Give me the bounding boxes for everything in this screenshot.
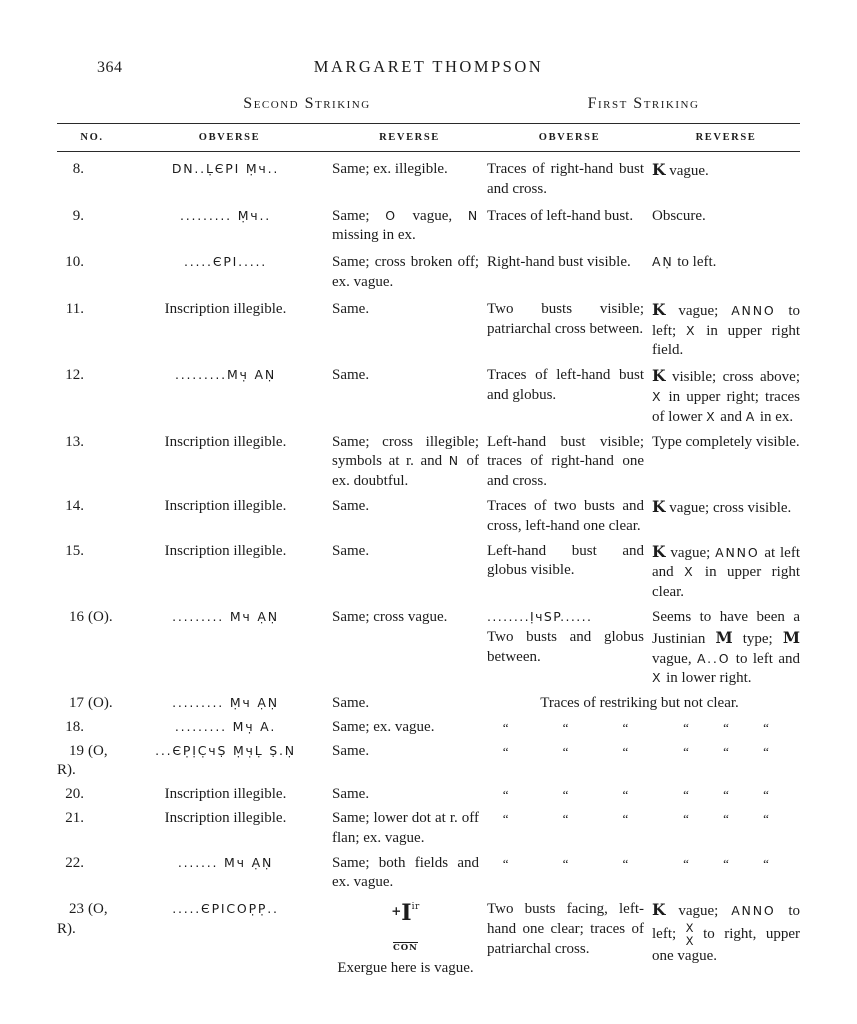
monogram: K — [652, 900, 666, 920]
text-segment: in lower right. — [662, 670, 752, 687]
cell-first-reverse — [652, 251, 800, 298]
page-title: MARGARET THOMPSON — [313, 57, 544, 76]
cell-first-obverse — [487, 716, 652, 740]
stacked-letter: X — [685, 933, 694, 948]
cell-number — [57, 298, 127, 364]
cell-second-obverse: Inscription illegible. — [164, 786, 287, 803]
cell-number — [57, 431, 127, 495]
cell-second-reverse: Same. — [332, 542, 370, 559]
text-segment: to left; — [652, 302, 801, 339]
row-number: 12. — [65, 367, 84, 384]
exergue-mintmark: CON — [393, 943, 418, 954]
ditto-mark: “ — [683, 787, 689, 803]
text-segment: in upper right clear. — [652, 564, 800, 601]
cell-second-reverse: Same; ex. illegible. — [332, 160, 448, 177]
text-segment: missing in ex. — [332, 227, 416, 244]
cell-second-obverse: Inscription illegible. — [164, 497, 287, 514]
cell-first-reverse — [652, 852, 800, 899]
ditto-mark: “ — [562, 811, 569, 827]
ditto-mark: “ — [723, 787, 729, 803]
cell-first-reverse — [652, 783, 800, 807]
cell-number — [57, 852, 127, 899]
row-number: 8. — [72, 160, 84, 177]
cell-first-obverse: Two busts facing, left-hand one clear; traces of patriarchal cross. — [487, 901, 644, 957]
column-header-reverse-second: REVERSE — [379, 132, 440, 144]
coin-inscription: .....ЄPI..... — [183, 254, 268, 270]
text-segment: to left; — [652, 903, 801, 943]
coin-inscription: N — [448, 453, 460, 469]
cell-second-obverse: Inscription illegible. — [164, 542, 287, 559]
cell-second-reverse: Same. — [332, 786, 370, 803]
ditto-mark: “ — [723, 743, 729, 759]
cell-number — [57, 692, 127, 716]
text-segment: Same; cross illegible; symbols at r. and — [332, 433, 479, 470]
table-row — [57, 431, 800, 495]
text-segment: Seems to have been a Justinian — [652, 608, 800, 647]
ditto-mark: “ — [562, 787, 569, 803]
table-row — [57, 540, 800, 606]
monogram: M — [715, 627, 733, 647]
ditto-marks — [503, 809, 629, 826]
table-row — [57, 898, 800, 979]
ditto-mark: “ — [622, 787, 629, 803]
exergue-letter: I — [401, 900, 412, 927]
coin-inscription: X — [684, 564, 695, 580]
cell-second-reverse: Same; both fields and ex. vague. — [332, 854, 479, 891]
coin-inscription: AṆ — [652, 254, 674, 270]
cell-second-obverse — [127, 151, 332, 204]
cell-first-obverse: Two busts visible; patriarchal cross between. — [487, 300, 644, 337]
row-number: 21. — [65, 810, 84, 827]
cell-second-obverse — [127, 740, 332, 784]
cell-second-reverse: Same. — [332, 742, 370, 759]
table-row — [57, 783, 800, 807]
coin-inscription: O — [385, 207, 397, 223]
ditto-marks — [683, 854, 769, 871]
ditto-mark: “ — [723, 719, 729, 735]
table-group-headers — [57, 93, 800, 114]
cell-first-reverse — [652, 495, 800, 540]
cell-second-obverse — [127, 852, 332, 899]
cell-first-obverse — [487, 783, 652, 807]
ditto-mark: “ — [622, 855, 629, 871]
cell-second-obverse: Inscription illegible. — [164, 300, 287, 317]
monogram: K — [652, 159, 666, 179]
coin-inscription: ANNO — [715, 544, 760, 560]
ditto-marks — [683, 742, 769, 759]
ditto-mark: “ — [622, 743, 629, 759]
cell-second-reverse: Same. — [332, 367, 370, 384]
ditto-mark: “ — [683, 743, 689, 759]
exergue-caption: Exergue here is vague. — [337, 960, 474, 977]
table-header — [57, 124, 800, 152]
page-number: 364 — [97, 59, 123, 76]
row-number: 23 — [69, 901, 84, 918]
table-row — [57, 298, 800, 364]
ditto-mark: “ — [502, 743, 509, 759]
ditto-mark: “ — [763, 787, 769, 803]
text-segment: vague; — [665, 903, 732, 920]
cell-second-reverse: Same; lower dot at r. off flan; ex. vague. — [332, 810, 479, 846]
cell-second-reverse: Same. — [332, 300, 370, 317]
column-header-obverse-second: OBVERSE — [198, 132, 261, 144]
coin-inscription: X — [706, 408, 717, 424]
ditto-mark: “ — [562, 719, 569, 735]
ditto-mark: “ — [763, 719, 769, 735]
row-number: 14. — [65, 497, 84, 514]
ditto-mark: “ — [683, 719, 689, 735]
cell-second-obverse — [127, 251, 332, 298]
ditto-mark: “ — [502, 719, 509, 735]
text-segment: to right, upper one vague. — [652, 926, 800, 965]
table-row — [57, 251, 800, 298]
row-number: 9. — [72, 207, 84, 224]
coin-inscription: X — [685, 322, 697, 338]
row-number-suffix: (O, R). — [57, 742, 108, 779]
coin-inscription: ........ỊчSP...... — [487, 608, 593, 624]
monogram: K — [652, 496, 666, 516]
cell-first-reverse — [652, 364, 800, 430]
row-number: 20. — [65, 786, 84, 803]
cell-first-obverse — [487, 740, 652, 784]
text-segment: vague, — [396, 207, 468, 224]
coin-inscription: X — [652, 670, 663, 686]
text-segment: to left and — [730, 650, 800, 667]
coin-inscription: .........Mч̣ AṆ — [174, 367, 276, 383]
cell-second-obverse — [127, 606, 332, 692]
exergue-symbol — [332, 900, 479, 954]
cell-number — [57, 740, 127, 784]
cell-first-obverse: Traces of left-hand bust and globus. — [487, 367, 644, 403]
ditto-mark: “ — [562, 855, 569, 871]
cell-number — [57, 151, 127, 204]
cell-second-obverse — [127, 205, 332, 252]
text-segment: vague, — [652, 650, 698, 667]
cell-first-obverse — [487, 852, 652, 899]
cell-second-reverse: Same; ex. vague. — [332, 718, 435, 735]
ditto-marks — [503, 854, 629, 871]
cell-second-obverse — [127, 716, 332, 740]
text-segment: type; — [732, 630, 783, 647]
cell-first-obverse: Traces of two busts and cross, left-hand one clear. — [487, 497, 644, 534]
coin-inscription: ......... Ṃч.. — [179, 207, 272, 223]
ditto-mark: “ — [683, 855, 689, 871]
page-header — [57, 56, 800, 80]
row-number: 19 — [69, 742, 84, 759]
cell-first-obverse: Left-hand bust visible; traces of right-hand one and cross. — [487, 433, 644, 490]
column-header-obverse-first: OBVERSE — [538, 132, 601, 144]
table-row — [57, 495, 800, 540]
cell-first-obverse: Left-hand bust and globus visible. — [487, 542, 644, 579]
cell-number — [57, 495, 127, 540]
table-row — [57, 205, 800, 252]
ditto-mark: “ — [622, 719, 629, 735]
cell-first-reverse — [652, 807, 800, 852]
ditto-marks — [503, 785, 629, 802]
ditto-mark: “ — [763, 811, 769, 827]
cell-second-reverse — [332, 431, 487, 495]
coin-inscription: ...ЄP̣ỊC̣чṢ Ṃч̣Ḷ Ṣ.Ṇ — [155, 742, 296, 758]
ditto-mark: “ — [502, 787, 509, 803]
ditto-marks — [683, 809, 769, 826]
text-segment: vague; — [665, 544, 716, 561]
cell-number — [57, 716, 127, 740]
monogram: K — [652, 541, 666, 561]
text-segment: in ex. — [756, 408, 794, 425]
column-header-reverse-first: REVERSE — [695, 132, 757, 144]
row-number: 16 — [69, 608, 84, 625]
text-segment: in upper right; traces of lower — [652, 388, 800, 425]
text-segment: Same; — [332, 207, 386, 224]
coin-inscription: ANNO — [731, 302, 776, 318]
text-segment: vague; cross visible. — [665, 499, 792, 516]
text-segment: vague. — [665, 162, 709, 179]
cell-number — [57, 251, 127, 298]
ditto-marks — [683, 718, 769, 735]
ditto-marks — [503, 718, 629, 735]
cross-icon: + — [391, 904, 402, 919]
table-row — [57, 807, 800, 852]
ditto-marks — [683, 785, 769, 802]
cell-number — [57, 606, 127, 692]
text-segment: to left. — [673, 254, 717, 271]
text-segment: Two busts and globus between. — [487, 628, 644, 665]
cell-number — [57, 807, 127, 852]
table-row — [57, 606, 800, 692]
ditto-mark: “ — [723, 811, 729, 827]
cell-number — [57, 898, 127, 979]
cell-second-reverse: Same. — [332, 695, 370, 712]
group-header-first-striking: First Striking — [587, 95, 700, 112]
cell-first-obverse — [487, 807, 652, 852]
coin-inscription: ......... Ṃч ẠṆ — [172, 695, 279, 711]
text-segment: vague; — [665, 302, 732, 319]
group-header-spacer — [57, 93, 127, 114]
row-number-suffix: (O, R). — [57, 901, 108, 938]
cell-second-reverse: Same; cross vague. — [332, 608, 448, 625]
cell-first-obverse: Traces of left-hand bust. — [487, 207, 634, 224]
cell-first-reverse — [652, 898, 800, 979]
coin-inscription: N — [467, 207, 479, 223]
coin-inscription: ......... Mч̣ A. — [174, 718, 277, 734]
row-number-suffix: (O). — [88, 608, 113, 625]
coin-inscription: ....... Mч ẠṆ — [177, 854, 274, 870]
row-number: 11. — [65, 300, 84, 317]
ditto-mark: “ — [763, 855, 769, 871]
cell-number — [57, 205, 127, 252]
row-number: 15. — [65, 542, 84, 559]
cell-second-obverse: Inscription illegible. — [164, 810, 287, 827]
exergue-design — [332, 900, 479, 927]
column-header-no: NO. — [80, 132, 104, 144]
row-number-suffix: (O). — [88, 695, 113, 712]
cell-second-obverse — [127, 692, 332, 716]
exergue-superscript: ir — [411, 902, 420, 913]
table-row — [57, 692, 800, 716]
table-row — [57, 852, 800, 899]
table-row — [57, 151, 800, 204]
ditto-mark: “ — [502, 855, 509, 871]
ditto-marks — [503, 742, 629, 759]
coin-catalogue-table — [57, 123, 800, 979]
table-row — [57, 716, 800, 740]
cell-first-reverse: Type completely visible. — [652, 433, 800, 450]
cell-first-reverse — [652, 606, 800, 692]
cell-first-reverse: Obscure. — [652, 207, 706, 224]
cell-first-reverse — [652, 716, 800, 740]
cell-first-reverse — [652, 298, 800, 364]
row-number: 18. — [65, 718, 84, 735]
cell-number — [57, 364, 127, 430]
text-segment: at left and — [652, 544, 800, 581]
cell-second-obverse: Inscription illegible. — [164, 433, 287, 450]
ditto-mark: “ — [763, 743, 769, 759]
text-segment: and — [716, 408, 746, 425]
cell-first-reverse — [652, 740, 800, 784]
coin-inscription: A — [745, 408, 757, 424]
cell-second-reverse — [332, 205, 487, 252]
text-segment: in upper right field. — [652, 322, 800, 359]
row-number: 17 — [69, 695, 84, 712]
cell-number — [57, 783, 127, 807]
cell-second-reverse: Same. — [332, 497, 370, 514]
cell-first-obverse: Traces of right-hand bust and cross. — [487, 160, 644, 197]
coin-inscription: X — [652, 388, 663, 404]
coin-inscription: DN..ḶЄPI Ṃч.. — [171, 160, 280, 176]
cell-number — [57, 540, 127, 606]
row-number: 10. — [65, 254, 84, 271]
monogram: K — [652, 366, 666, 386]
stacked-letters — [686, 922, 694, 947]
ditto-mark: “ — [502, 811, 509, 827]
text-segment: visible; cross above; — [665, 369, 800, 386]
coin-inscription: ......... Mч ẠṆ — [172, 608, 279, 624]
table-header-row — [57, 124, 800, 152]
table-body — [57, 151, 800, 979]
cell-second-obverse — [127, 364, 332, 430]
cell-first-reverse — [652, 151, 800, 204]
text-segment: of ex. doubtful. — [332, 453, 479, 490]
row-number: 22. — [65, 854, 84, 871]
ditto-mark: “ — [723, 855, 729, 871]
ditto-mark: “ — [683, 811, 689, 827]
cell-first-obverse: Right-hand bust visible. — [487, 254, 631, 271]
cell-second-reverse — [332, 898, 487, 979]
ditto-mark: “ — [622, 811, 629, 827]
monogram: K — [652, 299, 666, 319]
group-header-second-striking: Second Striking — [243, 95, 371, 112]
coin-inscription: .....ЄPICOP̣P̣.. — [172, 901, 279, 917]
cell-first-reverse — [652, 540, 800, 606]
monogram: M — [782, 627, 800, 647]
cell-second-reverse: Same; cross broken off; ex. vague. — [332, 254, 479, 290]
table-row — [57, 364, 800, 430]
cell-first-striking-span: Traces of restriking but not clear. — [540, 695, 739, 712]
stacked-letter: X — [685, 921, 694, 936]
cell-second-obverse — [127, 898, 332, 979]
coin-inscription: ANNO — [731, 903, 776, 919]
table-row — [57, 740, 800, 784]
ditto-mark: “ — [562, 743, 569, 759]
cell-first-obverse — [487, 606, 652, 692]
coin-inscription: A..O — [697, 650, 731, 666]
row-number: 13. — [65, 433, 84, 450]
